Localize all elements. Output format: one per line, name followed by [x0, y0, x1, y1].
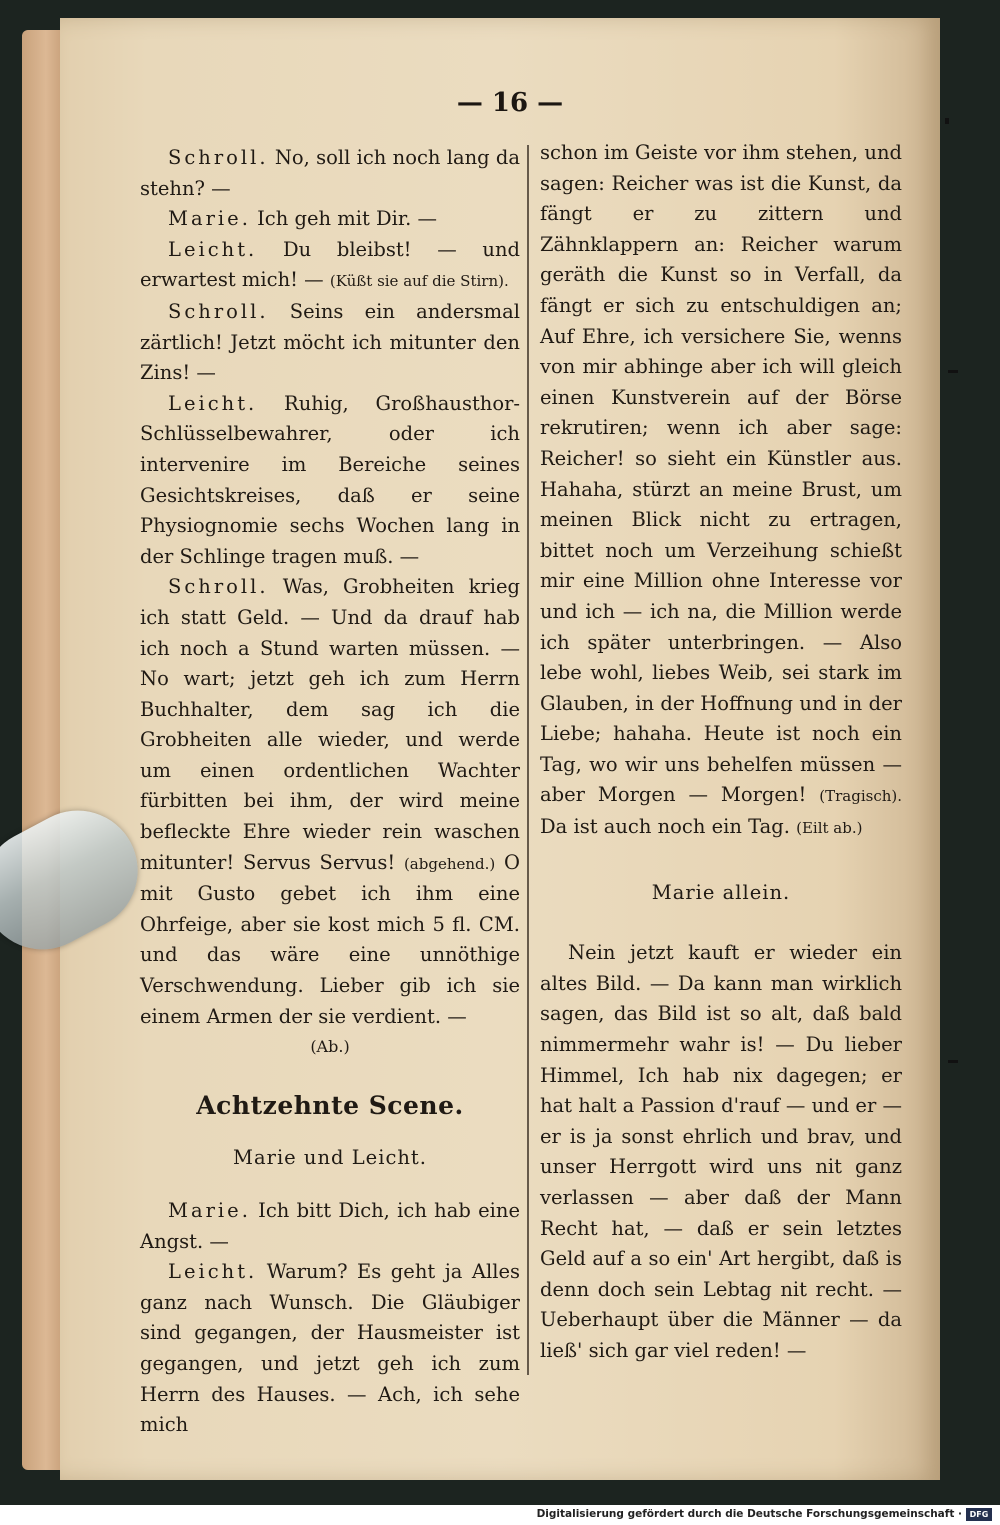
paragraph-text: O mit Gusto gebet ich ihm eine Ohrfeige, aber sie kost mich 5 fl. CM. und das wäre eine unnöthige Verschwendung. Lieber gib ich sie einem Armen der sie verdient. —	[140, 850, 520, 1028]
paragraph-text: Warum? Es geht ja Alles ganz nach Wunsch. Die Gläubiger sind gegangen, der Hausmeister ist gegangen, und jetzt geh ich zum Herrn des Hauses. — Ach, ich sehe mich	[140, 1260, 520, 1437]
scan-mark	[948, 1060, 958, 1063]
paragraph-text: Was, Grobheiten krieg ich statt Geld. — Und da drauf hab ich noch a Stund warten müssen. — No wart; jetzt geh ich zum Herrn Buchhalter, dem sag ich die Grobheiten alle wieder, und werde um einen ordentlichen Wachter fürbitten bei ihm, der wird meine befleckte Ehre wieder rein waschen mitunter! Servus Servus!	[140, 575, 520, 874]
paragraph	[140, 1196, 520, 1257]
paragraph	[540, 138, 902, 844]
stage-direction: (abgehend.)	[403, 854, 496, 873]
scene-persons: Marie allein.	[651, 880, 791, 904]
scan-mark	[948, 370, 958, 373]
paragraph	[140, 297, 520, 389]
paragraph	[540, 938, 902, 1366]
paragraph-text: Da ist auch noch ein Tag.	[540, 815, 797, 839]
paragraph-text: Du bleibst! — und erwartest mich! —	[140, 237, 520, 292]
paragraph-text: No, soll ich noch lang da stehn? —	[140, 146, 520, 200]
paragraph-text: Nein jetzt kauft er wieder ein altes Bild. — Da kann man wirklich sagen, das Bild ist so alt, daß bald nimmermehr wahr is! — Du lieber Himmel, Ich hab nix dagegen; er hat halt a Passion d'rauf — und er — er is ja sonst ehrlich und brav, und unser Herrgott wird uns nit ganz verlassen — aber daß der Mann Recht hat, — daß er sein letztes Geld auf a so ein' Art hergibt, daß is denn doch sein Lebtag nit recht. — Ueberhaupt über die Männer — da ließ' sich gar viel reden! —	[540, 941, 902, 1362]
stage-direction: (Eilt ab.)	[796, 819, 863, 838]
speaker-name: Leicht.	[168, 237, 258, 261]
paragraph	[140, 572, 520, 1032]
speaker-name: Leicht.	[168, 391, 258, 415]
stage-direction: (Tragisch).	[819, 787, 902, 806]
paragraph	[140, 1257, 520, 1441]
scene-heading: Achtzehnte Scene.	[196, 1090, 464, 1120]
paragraph-text: schon im Geiste vor ihm stehen, und sagen: Reicher was ist die Kunst, da fängt er zu zittern und Zähnklappern an: Reicher warum geräth die Kunst so in Verfall, da fängt er sich zu entschuldigen an; Auf Ehre, ich versichere Sie, wenns von mir abhinge aber ich will gleich einen Kunstverein auf der Börse rekrutiren; wenn ich aber sage: Reicher! so sieht ein Künstler aus. Hahaha, stürzt an meine Brust, um meinen Blick nicht zu ertragen, bittet noch um Verzeihung schießt mir eine Million ohne Interesse vor und ich — ich na, die Million werde ich später unterbringen. — Also lebe wohl, liebes Weib, sei stark im Glauben, in der Hoffnung und in der Liebe; hahaha. Heute ist noch ein Tag, wo wir uns behelfen müssen — aber Morgen — Morgen!	[540, 141, 902, 807]
speaker-name: Schroll.	[168, 146, 269, 169]
paragraph-text: Seins ein andersmal zärtlich! Jetzt möcht ich mitunter den Zins! —	[140, 299, 520, 385]
paragraph-text: Ich bitt Dich, ich hab eine Angst. —	[140, 1199, 520, 1253]
speaker-name: Schroll.	[168, 575, 269, 599]
footer-bar	[0, 1505, 1000, 1525]
left-text-column	[140, 143, 520, 1441]
paragraph	[140, 235, 520, 297]
speaker-name: Leicht.	[168, 1260, 258, 1284]
scene-persons: Marie und Leicht.	[233, 1146, 427, 1170]
speaker-name: Marie.	[168, 207, 251, 231]
page-number: — 16 —	[456, 88, 564, 118]
dfg-logo: DFG	[966, 1508, 992, 1521]
paragraph	[140, 389, 520, 573]
stage-direction: (Küßt sie auf die Stirn).	[329, 272, 509, 291]
column-divider	[527, 145, 529, 1375]
speaker-name: Schroll.	[168, 299, 269, 323]
right-text-column	[540, 138, 902, 1367]
paragraph	[140, 143, 520, 204]
scan-mark	[945, 118, 949, 124]
footer-credit: Digitalisierung gefördert durch die Deutsche Forschungsgemeinschaft ·	[536, 1508, 962, 1520]
paragraph	[140, 204, 520, 235]
speaker-name: Marie.	[168, 1199, 251, 1222]
paragraph-text: Ruhig, Großhausthor-Schlüsselbewahrer, oder ich intervenire im Bereiche seines Gesichtskreises, daß er seine Physiognomie sechs Wochen lang in der Schlinge tragen muß. —	[140, 391, 520, 568]
paragraph-text: Ich geh mit Dir. —	[250, 207, 437, 231]
exit-direction: (Ab.)	[310, 1037, 350, 1057]
